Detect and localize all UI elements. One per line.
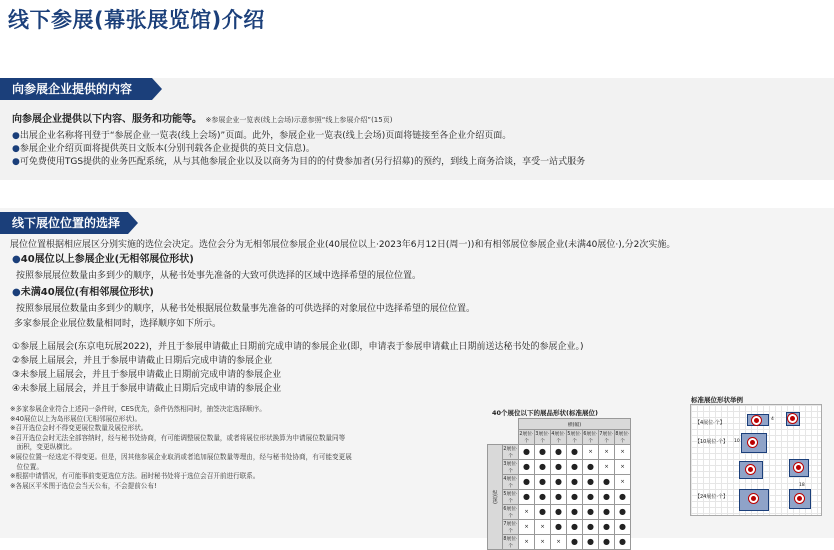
bullet-icon: ● bbox=[12, 254, 21, 265]
table-cell: ● bbox=[583, 475, 599, 490]
side-header: 纵(深) bbox=[488, 445, 503, 550]
provided-content-section bbox=[0, 78, 834, 180]
table-cell: ● bbox=[535, 505, 551, 520]
table-cell: ● bbox=[567, 505, 583, 520]
column-header: 6展位·个 bbox=[583, 430, 599, 445]
table-cell: ● bbox=[567, 535, 583, 550]
layout-examples-panel bbox=[690, 404, 822, 516]
table-cell: × bbox=[551, 535, 567, 550]
note-line: 位位置。 bbox=[10, 462, 43, 471]
table-cell: ● bbox=[583, 505, 599, 520]
table-cell: × bbox=[615, 445, 631, 460]
table-row bbox=[488, 490, 631, 505]
note-line: ※40展位以上为岛形展位(无相邻展位形状)。 bbox=[10, 414, 142, 423]
table-row bbox=[488, 505, 631, 520]
row-header: 2展位·个 bbox=[503, 445, 519, 460]
row-header: 3展位·个 bbox=[503, 460, 519, 475]
table-cell: ● bbox=[599, 490, 615, 505]
booth-marker-icon bbox=[747, 437, 758, 448]
table-corner bbox=[503, 419, 519, 430]
table-cell: ● bbox=[551, 505, 567, 520]
page-title: 线下参展(幕张展览馆)介绍 bbox=[8, 8, 265, 32]
booth-marker-icon bbox=[751, 415, 762, 426]
type1-desc: 按照参展展位数量由多到少的顺序，从秘书处事先准备的大致可供选择的区域中选择希望的展位位置。 bbox=[16, 271, 422, 281]
intro-text: 向参展企业提供以下内容、服务和功能等。 bbox=[12, 114, 202, 125]
note-line: ※展位位置一经选定不得变更。但是，因其他参展企业取消或者追加展位数量等理由，经与秘书处协商，有可能变更展 bbox=[10, 452, 352, 461]
shape-table-title: 40个展位以下的展品形状(标准展位) bbox=[492, 409, 598, 417]
group-header: 横(幅) bbox=[519, 419, 631, 430]
table-cell: ● bbox=[583, 460, 599, 475]
note-line: ※根据申请情况，有可能事前变更选位方法。届时秘书处将于选位会召开前进行联系。 bbox=[10, 472, 260, 481]
row-header: 5展位·个 bbox=[503, 490, 519, 505]
type2-title-text: 未满40展位(有相邻展位形状) bbox=[20, 287, 154, 298]
shape-table bbox=[487, 418, 631, 550]
table-corner bbox=[488, 419, 503, 430]
table-cell: ● bbox=[567, 460, 583, 475]
table-cell: ● bbox=[615, 505, 631, 520]
column-header: 7展位·个 bbox=[599, 430, 615, 445]
table-cell: ● bbox=[535, 445, 551, 460]
order-item: ②参展上届展会，并且于参展申请截止日期后完成申请的参展企业 bbox=[12, 356, 273, 366]
layout-count: 10 bbox=[734, 439, 740, 444]
table-cell: ● bbox=[567, 445, 583, 460]
table-cell: ● bbox=[551, 445, 567, 460]
bullet-text: 可免费使用TGS提供的业务匹配系统，从与其他参展企业以及以商务为目的的付费参加者(另行招募)的预约，到线上商务洽谈，享受一站式服务 bbox=[19, 157, 586, 167]
table-cell: ● bbox=[567, 520, 583, 535]
table-cell: ● bbox=[519, 460, 535, 475]
order-item: ③未参展上届展会，并且于参展申请截止日期前完成申请的参展企业 bbox=[12, 370, 282, 380]
section-header: 线下展位位置的选择 bbox=[0, 212, 128, 234]
table-cell: ● bbox=[615, 490, 631, 505]
note-line: 面积，变更纵横比。 bbox=[10, 443, 76, 452]
bullet-text: 参展企业介绍页面将提供英日文版本(分别刊载各企业提供的英日文信息)。 bbox=[19, 144, 315, 154]
bullet-icon: ● bbox=[12, 157, 20, 167]
table-cell: ● bbox=[551, 475, 567, 490]
table-cell: × bbox=[535, 535, 551, 550]
table-cell: × bbox=[535, 520, 551, 535]
order-item: ①参展上届展会(东京电玩展2022)，并且于参展申请截止日期前完成申请的参展企业(即，申请表于参展申请截止日期前送达秘书处的参展企业。) bbox=[12, 342, 584, 352]
table-cell: ● bbox=[519, 490, 535, 505]
table-row bbox=[488, 475, 631, 490]
bullet-icon: ● bbox=[12, 287, 21, 298]
table-cell: ● bbox=[615, 535, 631, 550]
table-cell: ● bbox=[535, 490, 551, 505]
note-line: ※召开选位会时不得变更展位数量及展位形状。 bbox=[10, 424, 148, 433]
booth-marker-icon bbox=[787, 413, 798, 424]
table-cell: ● bbox=[567, 475, 583, 490]
booth-marker-icon bbox=[748, 493, 759, 504]
order-item: ④未参展上届展会，并且于参展申请截止日期后完成申请的参展企业 bbox=[12, 384, 282, 394]
table-cell: × bbox=[583, 445, 599, 460]
table-cell: × bbox=[615, 460, 631, 475]
table-cell: × bbox=[519, 535, 535, 550]
booth-marker-icon bbox=[745, 464, 756, 475]
table-cell: ● bbox=[535, 475, 551, 490]
bullet-item bbox=[12, 156, 585, 168]
type1-title-text: 40展位以上参展企业(无相邻展位形状) bbox=[20, 254, 194, 265]
table-corner bbox=[503, 430, 519, 445]
layout-count: 18 bbox=[799, 483, 805, 488]
layout-examples-title: 标准展位形状举例 bbox=[691, 396, 743, 404]
row-header: 7展位·个 bbox=[503, 520, 519, 535]
table-cell: ● bbox=[567, 490, 583, 505]
table-cell: × bbox=[519, 505, 535, 520]
row-header: 8展位·个 bbox=[503, 535, 519, 550]
table-cell: ● bbox=[551, 520, 567, 535]
table-row bbox=[488, 445, 631, 460]
note-line: ※召开选位会时无法全部容纳时，经与秘书处协商，有可能调整展位数量，或者将展位形状换算为申请展位数量同等 bbox=[10, 433, 346, 442]
table-corner bbox=[488, 430, 503, 445]
table-cell: ● bbox=[583, 520, 599, 535]
notes-list bbox=[10, 405, 480, 491]
booth-marker-icon bbox=[793, 462, 804, 473]
table-cell: × bbox=[599, 445, 615, 460]
bullet-text: 出展企业名称将刊登于“参展企业一览表(线上会场)”页面。此外，参展企业一览表(线上会场)页面将链接至各企业介绍页面。 bbox=[19, 131, 512, 141]
table-cell: × bbox=[615, 475, 631, 490]
column-header: 4展位·个 bbox=[551, 430, 567, 445]
table-cell: ● bbox=[583, 490, 599, 505]
table-cell: ● bbox=[535, 460, 551, 475]
table-cell: ● bbox=[519, 445, 535, 460]
booth-marker-icon bbox=[794, 493, 805, 504]
layout-label: 【4展位·个】 bbox=[695, 420, 725, 426]
table-cell: ● bbox=[599, 475, 615, 490]
table-cell: ● bbox=[599, 505, 615, 520]
column-header: 3展位·个 bbox=[535, 430, 551, 445]
selection-intro: 展位位置根据相应展区分别实施的选位会决定。选位会分为无相邻展位参展企业(40展位以上·2023年6月12日(周一))和有相邻展位参展企业(未满40展位·),分2次实施。 bbox=[10, 240, 676, 250]
table-cell: ● bbox=[599, 520, 615, 535]
order-intro: 多家参展企业展位数量相同时，选择顺序如下所示。 bbox=[14, 319, 222, 329]
table-row bbox=[488, 460, 631, 475]
row-header: 4展位·个 bbox=[503, 475, 519, 490]
table-cell: × bbox=[519, 520, 535, 535]
table-cell: ● bbox=[551, 490, 567, 505]
row-header: 6展位·个 bbox=[503, 505, 519, 520]
table-header-row bbox=[488, 430, 631, 445]
table-cell: ● bbox=[551, 460, 567, 475]
section-intro bbox=[12, 114, 392, 126]
column-header: 2展位·个 bbox=[519, 430, 535, 445]
table-cell: × bbox=[599, 460, 615, 475]
intro-note: ※参展企业一览表(线上会场)示意参照“线上参展介绍”(15页) bbox=[205, 116, 393, 124]
section-header: 向参展企业提供的内容 bbox=[0, 78, 152, 100]
table-cell: ● bbox=[615, 520, 631, 535]
note-line: ※各展区平米图于选位会当天公布，不会提前公布! bbox=[10, 481, 157, 490]
table-cell: ● bbox=[599, 535, 615, 550]
layout-count: 4 bbox=[771, 417, 774, 422]
layout-label: 【10展位·个】 bbox=[695, 439, 728, 445]
table-cell: ● bbox=[583, 535, 599, 550]
table-cell: ● bbox=[519, 475, 535, 490]
type2-desc: 按照参展展位数量由多到少的顺序，从秘书处根据展位数量事先准备的可供选择的对象展位中选择希望的展位位置。 bbox=[16, 304, 476, 314]
column-header: 5展位·个 bbox=[567, 430, 583, 445]
type2-title bbox=[12, 287, 154, 299]
column-header: 8展位·个 bbox=[615, 430, 631, 445]
note-line: ※多家参展企业符合上述同一条件时，CES优先，条件仍然相同时，抽签决定选择顺序。 bbox=[10, 405, 266, 413]
layout-label: 【24展位·个】 bbox=[695, 494, 728, 500]
bullet-icon: ● bbox=[12, 131, 20, 141]
table-row bbox=[488, 520, 631, 535]
bullet-item bbox=[12, 130, 511, 142]
bullet-item bbox=[12, 143, 315, 155]
bullet-icon: ● bbox=[12, 144, 20, 154]
type1-title bbox=[12, 254, 194, 266]
table-row bbox=[488, 535, 631, 550]
